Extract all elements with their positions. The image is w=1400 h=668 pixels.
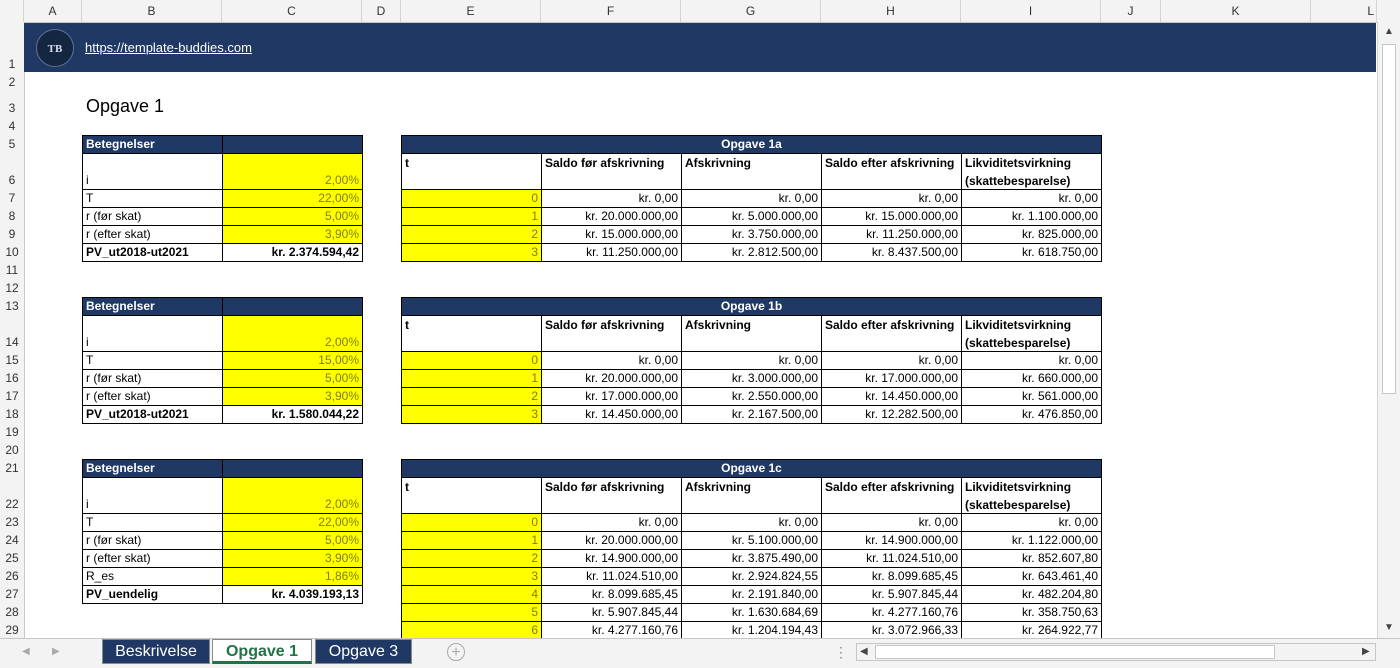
parameter-label: i [82, 477, 223, 514]
column-header-label-line2: (skattebesparelse) [965, 174, 1071, 188]
tab-next-icon[interactable]: ▶ [52, 646, 60, 657]
table-column-header [541, 153, 682, 190]
tab-opgave-1[interactable]: Opgave 1 [212, 639, 312, 664]
table-cell: kr. 5.907.845,44 [821, 585, 962, 604]
row-header[interactable]: 29 [5, 623, 19, 637]
parameter-input[interactable]: 2,00% [222, 477, 363, 514]
table-cell: kr. 14.450.000,00 [541, 405, 682, 424]
table-cell: kr. 643.461,40 [961, 567, 1102, 586]
column-header-j[interactable]: J [1101, 0, 1161, 22]
table-cell: kr. 3.072.966,33 [821, 621, 962, 640]
table-column-header [681, 477, 822, 514]
table-cell: kr. 0,00 [681, 351, 822, 370]
row-header[interactable]: 22 [5, 497, 19, 511]
pv-value: kr. 1.580.044,22 [222, 405, 363, 424]
column-header-label: Saldo før afskrivning [545, 156, 665, 170]
parameter-input[interactable]: 22,00% [222, 513, 363, 532]
row-header[interactable]: 10 [5, 245, 19, 259]
row-header[interactable]: 13 [5, 299, 19, 313]
row-header[interactable]: 15 [5, 353, 19, 367]
table-cell: kr. 15.000.000,00 [541, 225, 682, 244]
table-cell: kr. 2.924.824,55 [681, 567, 822, 586]
betegnelser-header: Betegnelser [82, 459, 223, 478]
row-header[interactable]: 12 [5, 281, 19, 295]
row-header[interactable]: 20 [5, 443, 19, 457]
parameter-input[interactable]: 22,00% [222, 189, 363, 208]
scroll-up-icon[interactable]: ▲ [1384, 26, 1394, 37]
table-cell: kr. 4.277.160,76 [821, 603, 962, 622]
table-cell: kr. 5.907.845,44 [541, 603, 682, 622]
table-column-header [821, 153, 962, 190]
table-cell: kr. 11.250.000,00 [821, 225, 962, 244]
row-header[interactable]: 26 [5, 569, 19, 583]
table-column-header [821, 315, 962, 352]
period-input[interactable]: 1 [401, 531, 542, 550]
table-cell: kr. 0,00 [821, 189, 962, 208]
table-cell: kr. 17.000.000,00 [821, 369, 962, 388]
pv-value: kr. 4.039.193,13 [222, 585, 363, 604]
sheet-title: Opgave 1 [86, 96, 165, 116]
table-cell: kr. 482.204,80 [961, 585, 1102, 604]
table-cell: kr. 476.850,00 [961, 405, 1102, 424]
table-cell: kr. 2.191.840,00 [681, 585, 822, 604]
tab-beskrivelse[interactable]: Beskrivelse [102, 639, 210, 664]
column-header-label: Saldo efter afskrivning [825, 480, 955, 494]
vertical-scrollbar[interactable] [1377, 22, 1400, 638]
table-column-header [541, 315, 682, 352]
row-header[interactable]: 5 [8, 137, 16, 151]
table-cell: kr. 3.750.000,00 [681, 225, 822, 244]
column-header-label: t [405, 480, 409, 494]
table-cell: kr. 1.100.000,00 [961, 207, 1102, 226]
table-cell: kr. 0,00 [961, 351, 1102, 370]
parameter-input[interactable]: 3,90% [222, 549, 363, 568]
row-header[interactable]: 1 [8, 57, 16, 71]
split-handle-icon[interactable]: ⋮ [834, 644, 848, 660]
table-column-header [401, 477, 542, 514]
period-input[interactable]: 5 [401, 603, 542, 622]
table-cell: kr. 0,00 [961, 189, 1102, 208]
period-input[interactable]: 2 [401, 225, 542, 244]
row-header[interactable]: 9 [8, 227, 16, 241]
betegnelser-header-value [222, 135, 363, 154]
tab-opgave-3[interactable]: Opgave 3 [315, 639, 412, 664]
table-cell: kr. 20.000.000,00 [541, 207, 682, 226]
add-sheet-icon[interactable]: + [447, 643, 465, 661]
table-column-header [541, 477, 682, 514]
column-header-k[interactable]: K [1161, 0, 1311, 22]
table-cell: kr. 0,00 [681, 513, 822, 532]
table-cell: kr. 11.024.510,00 [541, 567, 682, 586]
table-column-header [681, 315, 822, 352]
parameter-label: r (før skat) [82, 207, 223, 226]
table-cell: kr. 20.000.000,00 [541, 531, 682, 550]
table-cell: kr. 20.000.000,00 [541, 369, 682, 388]
table-column-header [681, 153, 822, 190]
column-header-label: t [405, 318, 409, 332]
table-cell: kr. 5.000.000,00 [681, 207, 822, 226]
table-column-header [401, 315, 542, 352]
table-cell: kr. 3.000.000,00 [681, 369, 822, 388]
period-input[interactable]: 3 [401, 243, 542, 262]
table-cell: kr. 0,00 [821, 513, 962, 532]
template-buddies-logo: TB [36, 29, 74, 67]
table-cell: kr. 17.000.000,00 [541, 387, 682, 406]
table-cell: kr. 8.099.685,45 [541, 585, 682, 604]
column-header-label: Saldo efter afskrivning [825, 156, 955, 170]
tab-prev-icon[interactable]: ◀ [22, 646, 30, 657]
parameter-label: i [82, 315, 223, 352]
period-input[interactable]: 0 [401, 513, 542, 532]
period-input[interactable]: 1 [401, 369, 542, 388]
column-header-label: Saldo efter afskrivning [825, 318, 955, 332]
scroll-right-icon[interactable]: ▶ [1362, 646, 1370, 657]
betegnelser-header: Betegnelser [82, 297, 223, 316]
parameter-input[interactable]: 1,86% [222, 567, 363, 586]
table-cell: kr. 1.122.000,00 [961, 531, 1102, 550]
column-header-h[interactable]: H [821, 0, 961, 22]
parameter-label: R_es [82, 567, 223, 586]
betegnelser-header: Betegnelser [82, 135, 223, 154]
column-header-l[interactable]: L [1311, 0, 1377, 22]
table-cell: kr. 0,00 [821, 351, 962, 370]
period-input[interactable]: 3 [401, 567, 542, 586]
table-cell: kr. 3.875.490,00 [681, 549, 822, 568]
horizontal-scroll-thumb[interactable] [875, 645, 1275, 659]
table-cell: kr. 0,00 [681, 189, 822, 208]
period-input[interactable]: 3 [401, 405, 542, 424]
table-cell: kr. 8.437.500,00 [821, 243, 962, 262]
parameter-label: T [82, 189, 223, 208]
table-cell: kr. 1.630.684,69 [681, 603, 822, 622]
opgave-table-title: Opgave 1c [401, 459, 1102, 478]
column-header-e[interactable]: E [401, 0, 541, 22]
table-cell: kr. 618.750,00 [961, 243, 1102, 262]
pv-label: PV_uendelig [82, 585, 223, 604]
opgave-table-title: Opgave 1b [401, 297, 1102, 316]
parameter-input[interactable]: 3,90% [222, 225, 363, 244]
parameter-input[interactable]: 2,00% [222, 315, 363, 352]
horizontal-scrollbar[interactable] [856, 643, 1376, 661]
row-header[interactable]: 25 [5, 551, 19, 565]
period-input[interactable]: 1 [401, 207, 542, 226]
parameter-input[interactable]: 5,00% [222, 531, 363, 550]
column-header-g[interactable]: G [681, 0, 821, 22]
table-cell: kr. 5.100.000,00 [681, 531, 822, 550]
table-cell: kr. 14.900.000,00 [541, 549, 682, 568]
row-header[interactable]: 24 [5, 533, 19, 547]
table-cell: kr. 8.099.685,45 [821, 567, 962, 586]
row-header[interactable]: 17 [5, 389, 19, 403]
column-header-d[interactable]: D [362, 0, 401, 22]
row-header[interactable]: 3 [8, 101, 16, 115]
parameter-label: i [82, 153, 223, 190]
period-input[interactable]: 0 [401, 351, 542, 370]
row-header[interactable]: 11 [5, 263, 19, 277]
table-cell: kr. 14.450.000,00 [821, 387, 962, 406]
row-header[interactable]: 23 [5, 515, 19, 529]
row-header[interactable]: 16 [5, 371, 19, 385]
table-cell: kr. 852.607,80 [961, 549, 1102, 568]
table-cell: kr. 11.024.510,00 [821, 549, 962, 568]
period-input[interactable]: 0 [401, 189, 542, 208]
row-header[interactable]: 28 [5, 605, 19, 619]
parameter-label: T [82, 513, 223, 532]
parameter-input[interactable]: 3,90% [222, 387, 363, 406]
parameter-input[interactable]: 15,00% [222, 351, 363, 370]
column-header-c[interactable]: C [222, 0, 362, 22]
column-header-f[interactable]: F [541, 0, 681, 22]
template-buddies-link[interactable]: https://template-buddies.com [85, 40, 252, 55]
pv-label: PV_ut2018-ut2021 [82, 405, 223, 424]
row-header[interactable]: 27 [5, 587, 19, 601]
table-cell: kr. 561.000,00 [961, 387, 1102, 406]
table-cell: kr. 2.550.000,00 [681, 387, 822, 406]
pv-label: PV_ut2018-ut2021 [82, 243, 223, 262]
row-header[interactable]: 21 [5, 461, 19, 475]
column-header-label: Afskrivning [685, 156, 752, 170]
pv-value: kr. 2.374.594,42 [222, 243, 363, 262]
column-header-label: Likviditetsvirkning [965, 318, 1072, 332]
column-header-label: Afskrivning [685, 318, 752, 332]
table-cell: kr. 2.812.500,00 [681, 243, 822, 262]
parameter-label: r (før skat) [82, 369, 223, 388]
scroll-down-icon[interactable]: ▼ [1384, 622, 1394, 633]
parameter-label: r (efter skat) [82, 387, 223, 406]
table-cell: kr. 0,00 [541, 189, 682, 208]
parameter-input[interactable]: 5,00% [222, 207, 363, 226]
table-cell: kr. 264.922,77 [961, 621, 1102, 640]
table-cell: kr. 11.250.000,00 [541, 243, 682, 262]
opgave-table-title: Opgave 1a [401, 135, 1102, 154]
row-header[interactable]: 18 [5, 407, 19, 421]
row-header-bar [0, 22, 25, 638]
table-cell: kr. 15.000.000,00 [821, 207, 962, 226]
table-column-header [401, 153, 542, 190]
table-cell: kr. 4.277.160,76 [541, 621, 682, 640]
parameter-label: r (før skat) [82, 531, 223, 550]
period-input[interactable]: 2 [401, 549, 542, 568]
column-header-label-line2: (skattebesparelse) [965, 498, 1071, 512]
table-column-header [821, 477, 962, 514]
table-cell: kr. 12.282.500,00 [821, 405, 962, 424]
table-cell: kr. 825.000,00 [961, 225, 1102, 244]
table-cell: kr. 14.900.000,00 [821, 531, 962, 550]
table-cell: kr. 1.204.194,43 [681, 621, 822, 640]
scroll-left-icon[interactable]: ◀ [860, 646, 868, 657]
row-header[interactable]: 6 [8, 173, 16, 187]
period-input[interactable]: 2 [401, 387, 542, 406]
table-cell: kr. 0,00 [961, 513, 1102, 532]
column-header-label-line2: (skattebesparelse) [965, 336, 1071, 350]
parameter-input[interactable]: 2,00% [222, 153, 363, 190]
period-input[interactable]: 4 [401, 585, 542, 604]
column-header-a[interactable]: A [24, 0, 82, 22]
table-cell: kr. 2.167.500,00 [681, 405, 822, 424]
parameter-input[interactable]: 5,00% [222, 369, 363, 388]
column-header-bar [0, 0, 1400, 23]
table-cell: kr. 0,00 [541, 513, 682, 532]
table-cell: kr. 358.750,63 [961, 603, 1102, 622]
column-header-i[interactable]: I [961, 0, 1101, 22]
column-header-label: Saldo før afskrivning [545, 318, 665, 332]
betegnelser-header-value [222, 459, 363, 478]
row-header[interactable]: 4 [8, 119, 16, 133]
vertical-scroll-thumb[interactable] [1382, 44, 1396, 394]
row-header[interactable]: 7 [8, 191, 16, 205]
parameter-label: r (efter skat) [82, 225, 223, 244]
column-header-label: t [405, 156, 409, 170]
column-header-label: Afskrivning [685, 480, 752, 494]
column-header-label: Likviditetsvirkning [965, 156, 1072, 170]
select-all-corner[interactable] [0, 0, 24, 22]
table-column-header [961, 477, 1102, 514]
row-header[interactable]: 2 [8, 75, 16, 89]
column-header-label: Likviditetsvirkning [965, 480, 1072, 494]
parameter-label: r (efter skat) [82, 549, 223, 568]
period-input[interactable]: 6 [401, 621, 542, 640]
row-header[interactable]: 19 [5, 425, 19, 439]
row-header[interactable]: 14 [5, 335, 19, 349]
parameter-label: T [82, 351, 223, 370]
table-cell: kr. 0,00 [541, 351, 682, 370]
table-column-header [961, 315, 1102, 352]
table-column-header [961, 153, 1102, 190]
table-cell: kr. 660.000,00 [961, 369, 1102, 388]
column-header-label: Saldo før afskrivning [545, 480, 665, 494]
row-header[interactable]: 8 [8, 209, 16, 223]
betegnelser-header-value [222, 297, 363, 316]
column-header-b[interactable]: B [82, 0, 222, 22]
